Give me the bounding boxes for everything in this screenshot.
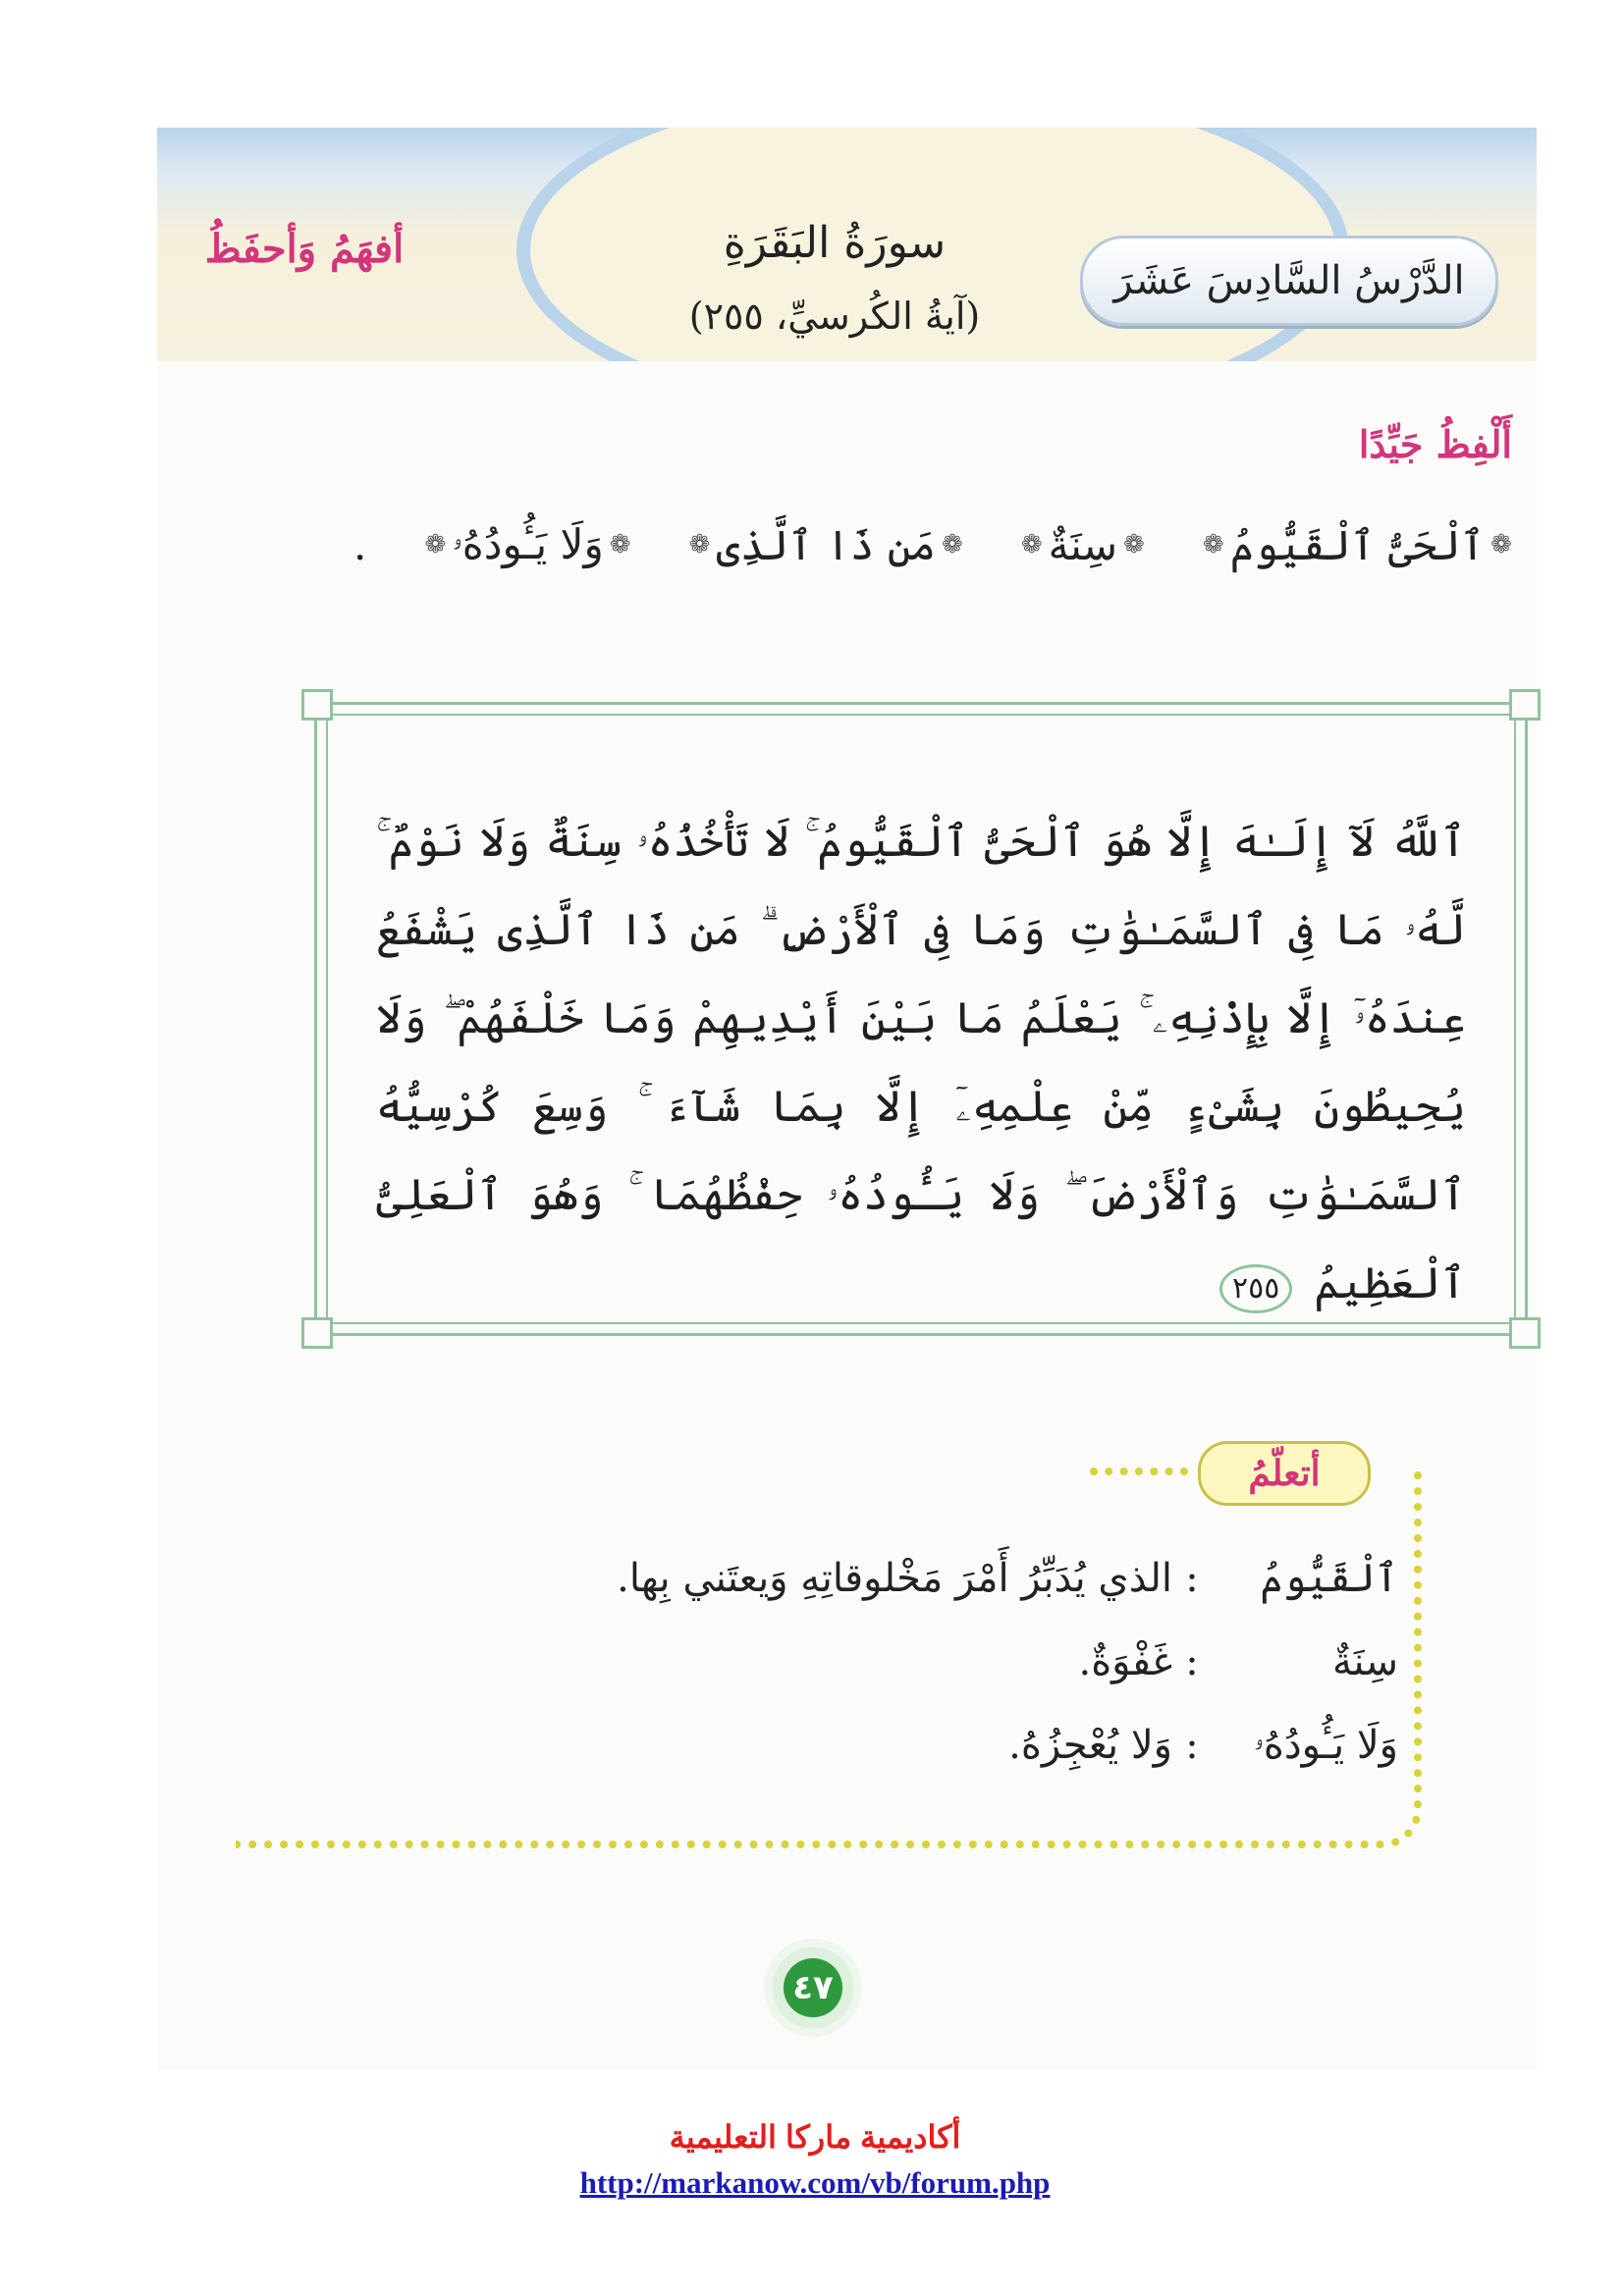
pronounce-heading: أَلْفِظُ جَيِّدًا	[1358, 422, 1512, 466]
definition-colon: :	[1185, 1639, 1199, 1684]
page-number: ٤٧	[764, 1939, 862, 2037]
footer-url-link[interactable]: http://markanow.com/vb/forum.php	[579, 2165, 1051, 2200]
definition-meaning: غَفْوَةٌ.	[1078, 1639, 1172, 1684]
pronounce-words	[353, 520, 1512, 569]
word-text: وَلَا يَـُٔودُهُۥ	[452, 520, 604, 568]
lesson-number-label: الدَّرْسُ السَّادِسَ عَشَرَ	[1080, 236, 1498, 326]
verse-frame	[314, 702, 1528, 1336]
learn-box-top-dots	[1090, 1468, 1188, 1475]
ornament-icon: ❁	[1123, 530, 1145, 560]
word-chip	[424, 520, 630, 569]
word-text: ٱلْحَىُّ ٱلْقَيُّومُ	[1229, 520, 1486, 569]
definition-term: وَلَا يَـُٔودُهُۥ	[1253, 1723, 1398, 1768]
ayah-number: ٢٥٥	[1219, 1264, 1292, 1313]
ornament-icon: ❁	[688, 530, 711, 560]
ornament-icon: ❁	[609, 530, 631, 560]
surah-title: سورَةُ البَقَرَةِ	[723, 218, 947, 268]
definition-term: سِنَةٌ	[1331, 1639, 1398, 1684]
footer-academy-name: أكاديمية ماركا التعليمية	[669, 2119, 961, 2155]
definition-meaning: الذي يُدَبِّرُ أَمْرَ مَخْلوقاتِهِ وَيعتَني بِها.	[617, 1556, 1172, 1601]
ornament-icon: ❁	[941, 530, 963, 560]
sentence-end-mark: .	[353, 520, 367, 569]
ornament-icon: ❁	[1020, 530, 1043, 560]
verse-text	[376, 798, 1466, 1328]
frame-corner	[1509, 1317, 1541, 1349]
definition-row	[1079, 1639, 1399, 1684]
definition-term: ٱلْقَيُّومُ	[1260, 1556, 1398, 1601]
definition-row	[1008, 1723, 1398, 1768]
definition-meaning: وَلا يُعْجِزُهُ.	[1008, 1723, 1172, 1768]
ornament-icon: ❁	[1202, 530, 1224, 560]
frame-corner	[1509, 689, 1541, 721]
word-text: سِنَةٌ	[1048, 520, 1118, 569]
word-chip	[689, 521, 963, 569]
definition-colon: :	[1185, 1723, 1199, 1768]
surah-subtitle: (آيةُ الكُرسيِّ، ٢٥٥)	[688, 294, 981, 338]
word-chip	[1203, 521, 1512, 569]
frame-corner	[301, 689, 333, 721]
definition-colon: :	[1185, 1556, 1199, 1601]
ornament-icon: ❁	[1490, 530, 1512, 560]
ornament-icon: ❁	[424, 530, 447, 560]
learn-tab: أتعلّمُ	[1198, 1441, 1371, 1506]
word-text: مَن ذَا ٱلَّذِى	[716, 520, 936, 569]
definition-row	[617, 1556, 1398, 1601]
section-tag: أفهَمُ وَأحفَظُ	[204, 226, 405, 272]
verse-body: ٱللَّهُ لَآ إِلَـٰهَ إِلَّا هُوَ ٱلْحَىُّ ٱلْقَيُّومُ ۚ لَا تَأْخُذُهُۥ سِنَةٌ وَلَا نَوْمٌ ۚ لَّهُۥ مَا فِى ٱلسَّمَـٰوَٰتِ وَمَا فِى ٱلْأَرْضِ ۗ مَن ذَا ٱلَّذِى يَشْفَعُ عِندَهُۥٓ إِلَّا بِإِذْنِهِۦ ۚ يَعْلَمُ مَا بَيْنَ أَيْدِيهِمْ وَمَا خَلْفَهُمْ ۖ وَلَا يُحِيطُونَ بِشَىْءٍ مِّنْ عِلْمِهِۦٓ إِلَّا بِمَا شَآءَ ۚ وَسِعَ كُرْسِيُّهُ ٱلسَّمَـٰوَٰتِ وَٱلْأَرْضَ ۖ وَلَا يَـُٔودُهُۥ حِفْظُهُمَا ۚ وَهُوَ ٱلْعَلِىُّ ٱلْعَظِيمُ	[376, 817, 1466, 1308]
word-chip	[1021, 521, 1145, 569]
frame-corner	[301, 1317, 333, 1349]
